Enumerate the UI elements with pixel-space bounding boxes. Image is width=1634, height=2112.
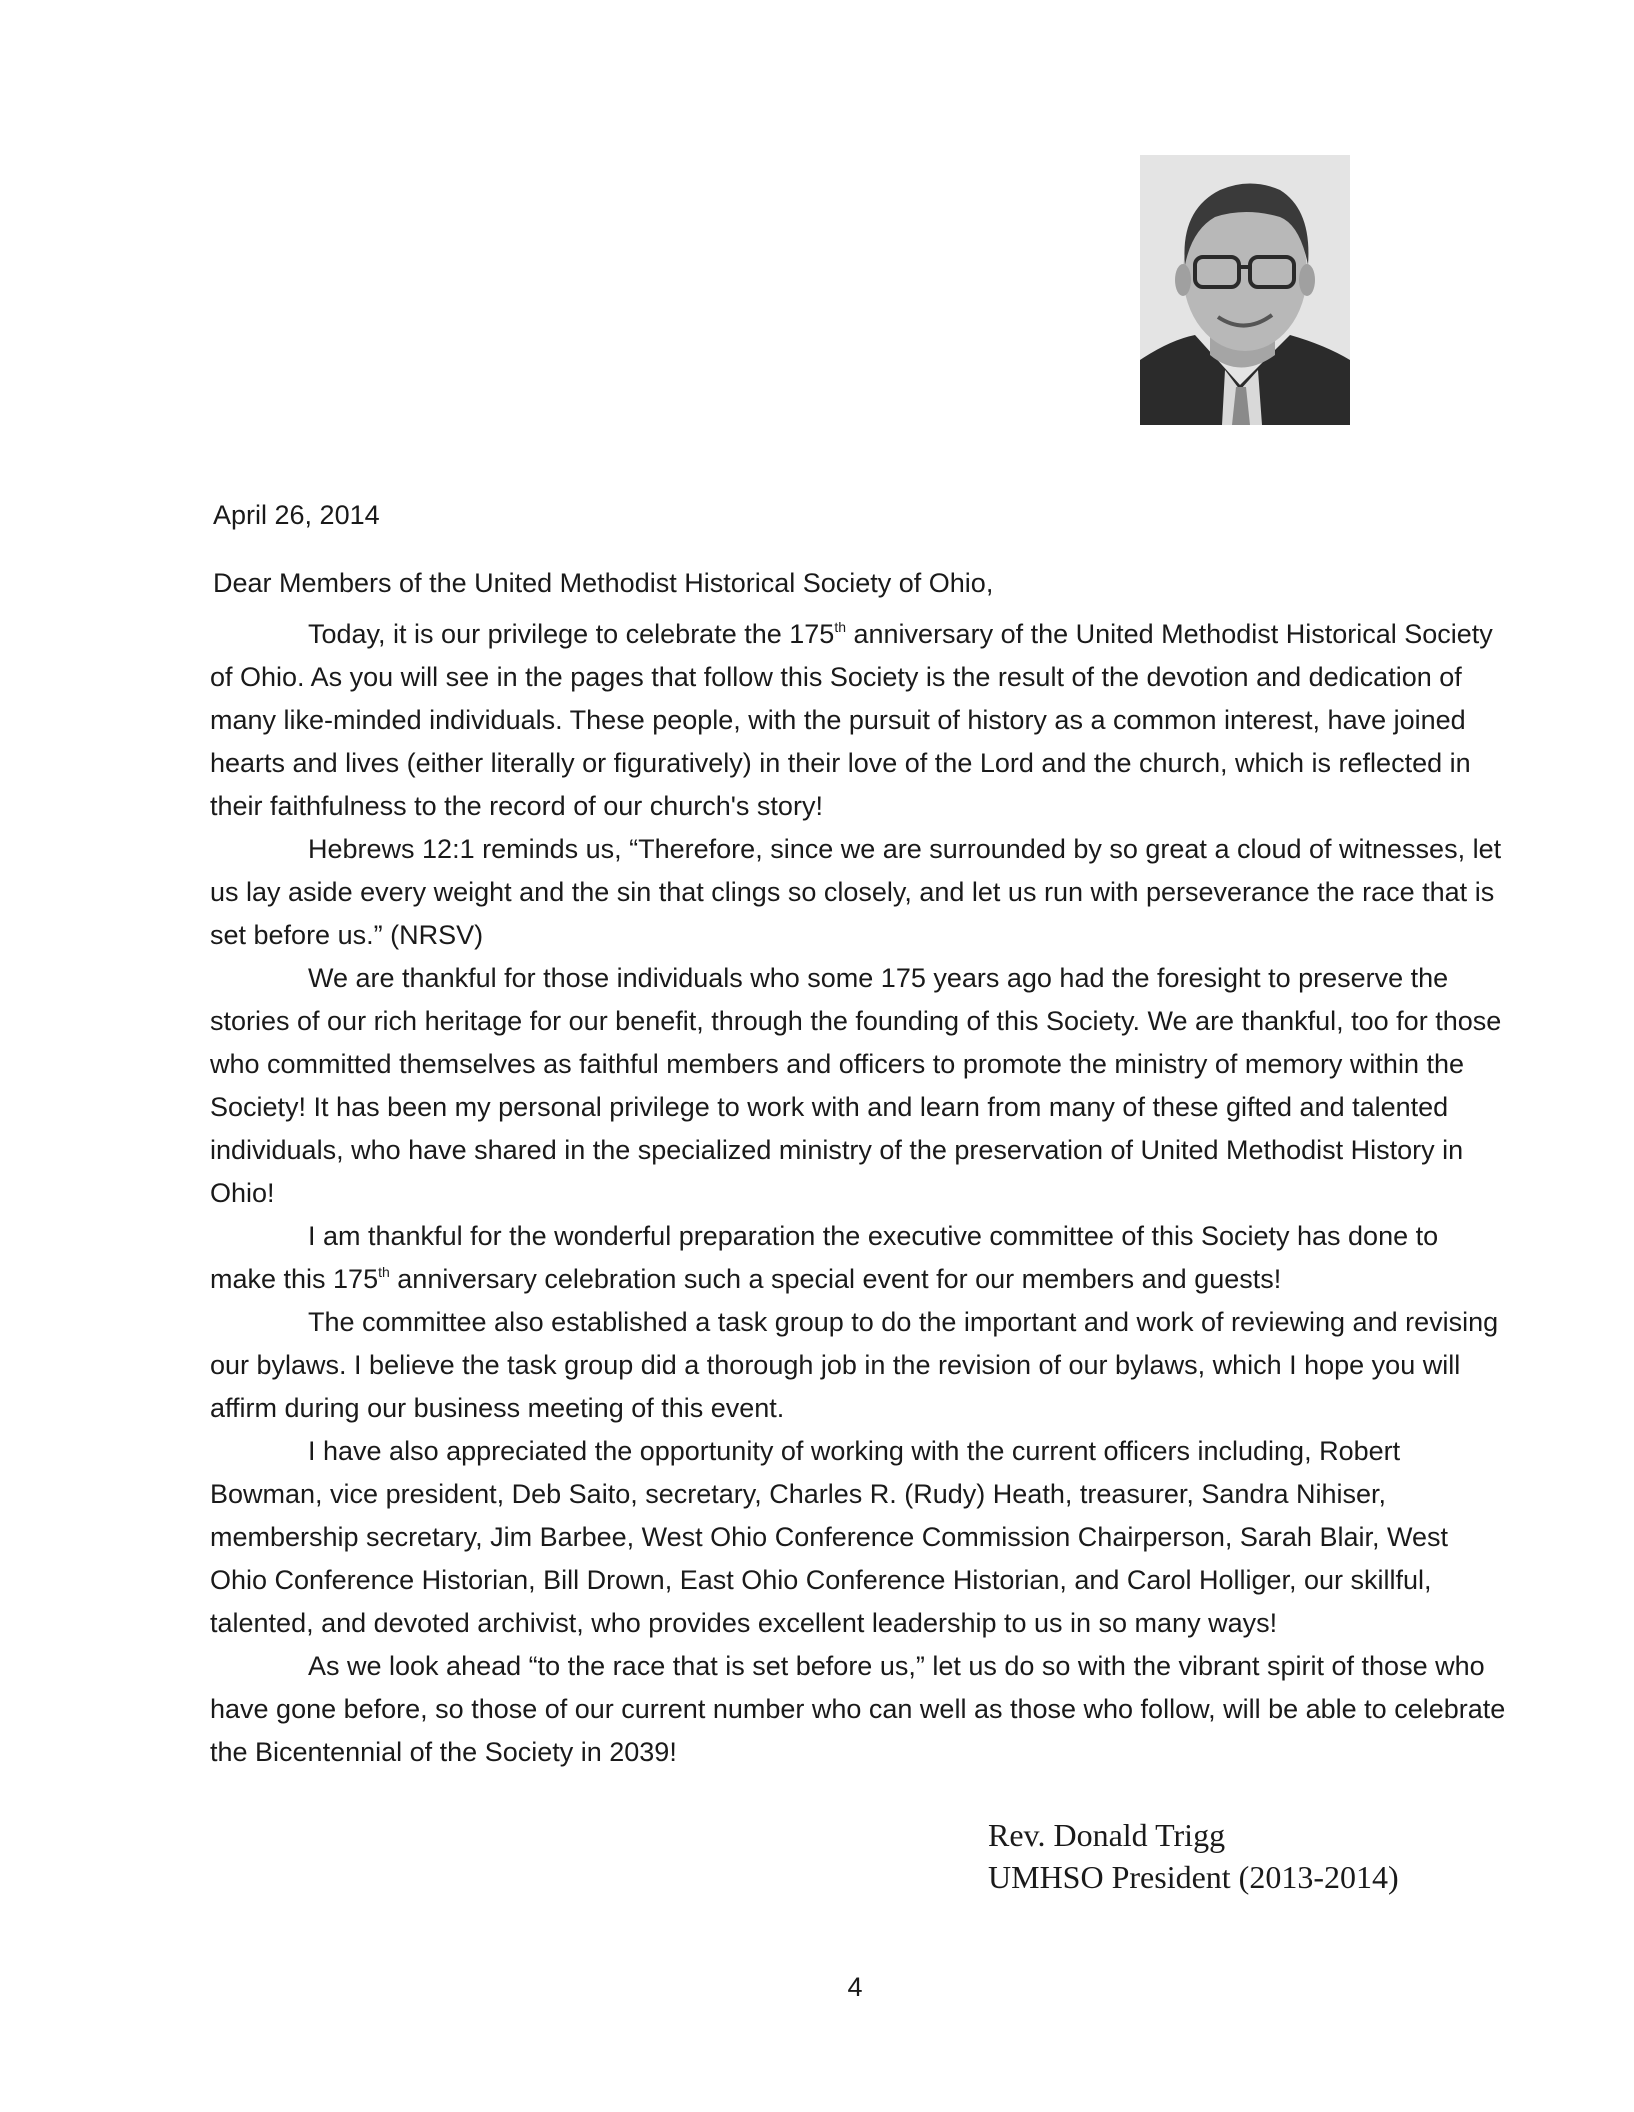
paragraph-hebrews: Hebrews 12:1 reminds us, “Therefore, since we are surrounded by so great a cloud of witnesses, let us lay aside every weight and the sin that clings so closely, and let us run with perseverance the race that is set before us.” (NRSV) [210,834,1502,950]
paragraph-executive-committee-text-start: I am thankful for the wonderful preparation the executive committee of this Society has done to make this 175 [210,1221,1439,1294]
letter-salutation: Dear Members of the United Methodist Historical Society of Ohio, [213,568,994,598]
paragraph-thankful-founders: We are thankful for those individuals who some 175 years ago had the foresight to preserve the stories of our rich heritage for our benefit, through the founding of this Society. We are thankful, too for those who committed themselves as faithful members and officers to promote the ministry of memory within the Society! It has been my personal privilege to work with and learn from many of these gifted and talented individuals, who have shared in the specialized ministry of the preservation of United Methodist History in Ohio! [210,963,1502,1208]
paragraph-executive-committee [210,1215,1510,1301]
letter-date: April 26, 2014 [213,500,380,530]
paragraph-anniversary-text-end: anniversary of the United Methodist Historical Society of Ohio. As you will see in the pages that follow this Society is the result of the devotion and dedication of many like-minded individuals. These people, with the pursuit of history as a common interest, have joined hearts and lives (either literally or figuratively) in their love of the Lord and the church, which is reflected in their faithfulness to the record of our church's story! [210,619,1493,821]
paragraph-anniversary [210,613,1510,828]
paragraph-bylaws: The committee also established a task group to do the important and work of reviewing and revising our bylaws. I believe the task group did a thorough job in the revision of our bylaws, which I hope you will affirm during our business meeting of this event. [210,1307,1499,1423]
paragraph-closing: As we look ahead “to the race that is set before us,” let us do so with the vibrant spirit of those who have gone before, so those of our current number who can well as those who follow, will be able to celebrate the Bicentennial of the Society in 2039! [210,1651,1506,1767]
signature-name: Rev. Donald Trigg [988,1817,1226,1853]
signature-title: UMHSO President (2013-2014) [988,1859,1399,1895]
signature-block [988,1814,1399,1898]
page-number: 4 [847,1972,863,2002]
ordinal-suffix: th [834,619,846,635]
paragraph-executive-committee-text-end: anniversary celebration such a special event for our members and guests! [389,1264,1282,1294]
paragraph-officers: I have also appreciated the opportunity of working with the current officers including, Robert Bowman, vice president, Deb Saito, secretary, Charles R. (Rudy) Heath, treasurer, Sandra Nihiser, membership secretary, Jim Barbee, West Ohio Conference Commission Chairperson, Sarah Blair, West Ohio Conference Historian, Bill Drown, East Ohio Conference Historian, and Carol Holliger, our skillful, talented, and devoted archivist, who provides excellent leadership to us in so many ways! [210,1436,1448,1638]
letter-body [210,494,1510,1774]
ordinal-suffix: th [378,1264,390,1280]
portrait-photo-icon [1140,155,1350,425]
author-portrait-photo [1140,155,1350,425]
paragraph-anniversary-text-start: Today, it is our privilege to celebrate the 175 [308,619,835,649]
